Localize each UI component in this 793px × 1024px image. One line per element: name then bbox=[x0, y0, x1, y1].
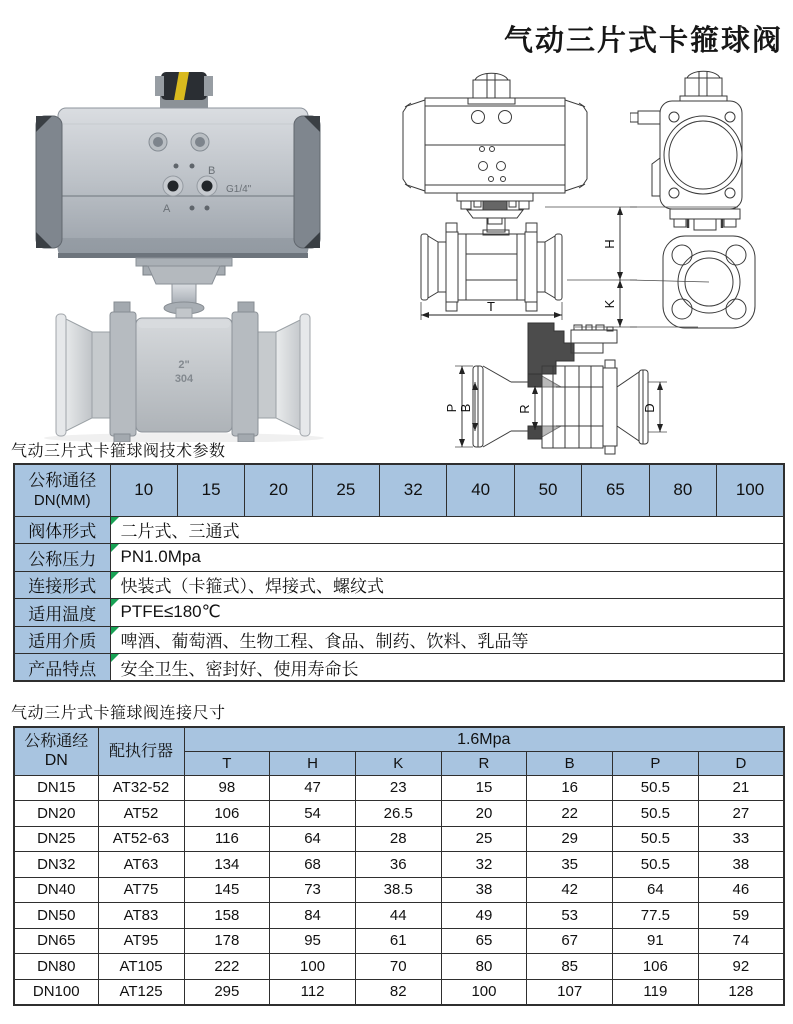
dn-size-header: 20 bbox=[245, 464, 312, 516]
dims-value-cell: 49 bbox=[441, 903, 527, 929]
dims-actuator-cell: AT83 bbox=[98, 903, 184, 929]
dims-actuator-cell: AT95 bbox=[98, 928, 184, 954]
dimension-T bbox=[421, 299, 562, 320]
param-value: PN1.0Mpa bbox=[110, 544, 784, 572]
dims-value-cell: 22 bbox=[527, 801, 613, 827]
dn-size-header: 32 bbox=[380, 464, 447, 516]
dims-value-cell: 46 bbox=[698, 877, 784, 903]
dims-value-cell: 50.5 bbox=[613, 775, 699, 801]
dims-dn-cell: DN40 bbox=[14, 877, 98, 903]
params-corner-cell bbox=[14, 464, 110, 516]
param-value: 啤酒、葡萄酒、生物工程、食品、制药、饮料、乳品等 bbox=[110, 626, 784, 654]
mark-material: 304 bbox=[174, 373, 194, 385]
dn-size-header: 80 bbox=[649, 464, 716, 516]
dims-value-cell: 106 bbox=[613, 954, 699, 980]
dims-value-cell: 70 bbox=[355, 954, 441, 980]
dims-value-cell: 21 bbox=[698, 775, 784, 801]
dims-value-cell: 134 bbox=[184, 852, 270, 878]
dims-value-cell: 222 bbox=[184, 954, 270, 980]
dims-value-cell: 54 bbox=[270, 801, 356, 827]
dims-dn-cell: DN50 bbox=[14, 903, 98, 929]
params-row bbox=[14, 599, 784, 627]
dim-col-header: K bbox=[355, 751, 441, 775]
dim-col-header: R bbox=[441, 751, 527, 775]
dims-actuator-header: 配执行器 bbox=[98, 727, 184, 775]
param-label: 适用温度 bbox=[14, 599, 110, 627]
section-view-drawing bbox=[433, 320, 693, 462]
dims-row bbox=[14, 928, 784, 954]
dims-value-cell: 47 bbox=[270, 775, 356, 801]
excel-flag-icon bbox=[111, 627, 119, 635]
excel-flag-icon bbox=[111, 599, 119, 607]
params-row bbox=[14, 571, 784, 599]
dims-actuator-cell: AT105 bbox=[98, 954, 184, 980]
dims-actuator-cell: AT52 bbox=[98, 801, 184, 827]
clamp-screw-outline bbox=[571, 325, 617, 353]
dim-col-header: H bbox=[270, 751, 356, 775]
dims-value-cell: 73 bbox=[270, 877, 356, 903]
corner-line1: 公称通径 bbox=[28, 471, 97, 491]
dims-value-cell: 92 bbox=[698, 954, 784, 980]
dn-size-header: 25 bbox=[312, 464, 379, 516]
dimension-R bbox=[517, 386, 535, 430]
dims-value-cell: 98 bbox=[184, 775, 270, 801]
dims-value-cell: 64 bbox=[613, 877, 699, 903]
param-label: 适用介质 bbox=[14, 626, 110, 654]
param-value: 快装式（卡箍式）、焊接式、螺纹式 bbox=[110, 571, 784, 599]
dims-value-cell: 38 bbox=[441, 877, 527, 903]
dims-row bbox=[14, 954, 784, 980]
dims-value-cell: 50.5 bbox=[613, 801, 699, 827]
dims-value-cell: 50.5 bbox=[613, 826, 699, 852]
param-value: 二片式、三通式 bbox=[110, 516, 784, 544]
dn-size-header: 40 bbox=[447, 464, 514, 516]
front-view-drawing bbox=[395, 66, 637, 328]
dim-label-D: D bbox=[642, 403, 657, 413]
dims-value-cell: 100 bbox=[441, 979, 527, 1005]
dims-value-cell: 35 bbox=[527, 852, 613, 878]
dim-col-header: P bbox=[613, 751, 699, 775]
param-value: 安全卫生、密封好、使用寿命长 bbox=[110, 654, 784, 682]
dims-dn-cell: DN100 bbox=[14, 979, 98, 1005]
dim-label-P: P bbox=[444, 403, 459, 413]
dim-col-header: T bbox=[184, 751, 270, 775]
bracket-front-outline bbox=[457, 193, 533, 224]
dims-dn-cell: DN20 bbox=[14, 801, 98, 827]
dims-actuator-cell: AT63 bbox=[98, 852, 184, 878]
dims-actuator-cell: AT75 bbox=[98, 877, 184, 903]
dims-value-cell: 178 bbox=[184, 928, 270, 954]
ferrule-section-outline bbox=[473, 360, 648, 454]
dims-value-cell: 65 bbox=[441, 928, 527, 954]
dims-value-cell: 80 bbox=[441, 954, 527, 980]
dn-size-header: 10 bbox=[110, 464, 177, 516]
dn-size-header: 15 bbox=[177, 464, 244, 516]
dn-size-header: 65 bbox=[582, 464, 649, 516]
dims-row bbox=[14, 877, 784, 903]
dims-value-cell: 107 bbox=[527, 979, 613, 1005]
dims-value-cell: 38 bbox=[698, 852, 784, 878]
dims-value-cell: 27 bbox=[698, 801, 784, 827]
dims-table bbox=[13, 726, 785, 1006]
param-label: 连接形式 bbox=[14, 571, 110, 599]
dims-value-cell: 82 bbox=[355, 979, 441, 1005]
dims-value-cell: 84 bbox=[270, 903, 356, 929]
dimension-B bbox=[458, 382, 475, 431]
dims-value-cell: 32 bbox=[441, 852, 527, 878]
dims-dn-cell: DN25 bbox=[14, 826, 98, 852]
excel-flag-icon bbox=[111, 544, 119, 552]
excel-flag-icon bbox=[111, 654, 119, 662]
dims-pressure-header: 1.6Mpa bbox=[184, 727, 784, 751]
position-indicator bbox=[155, 72, 213, 112]
dims-actuator-cell: AT32-52 bbox=[98, 775, 184, 801]
mark-size: 2" bbox=[178, 359, 190, 371]
params-heading: 气动三片式卡箍球阀技术参数 bbox=[11, 443, 226, 460]
dims-value-cell: 50.5 bbox=[613, 852, 699, 878]
dims-value-cell: 112 bbox=[270, 979, 356, 1005]
params-row bbox=[14, 544, 784, 572]
dim-label-T: T bbox=[487, 299, 495, 314]
dims-value-cell: 95 bbox=[270, 928, 356, 954]
dims-value-cell: 42 bbox=[527, 877, 613, 903]
corner-line2: DN(MM) bbox=[33, 491, 91, 509]
valve-front-outline bbox=[421, 218, 562, 311]
dim-label-K: K bbox=[602, 299, 617, 309]
params-table bbox=[13, 463, 785, 682]
dims-dn-header: 公称通经 DN bbox=[14, 727, 98, 775]
dims-value-cell: 38.5 bbox=[355, 877, 441, 903]
dims-value-cell: 116 bbox=[184, 826, 270, 852]
dims-value-cell: 100 bbox=[270, 954, 356, 980]
dims-value-cell: 29 bbox=[527, 826, 613, 852]
actuator-side-outline bbox=[630, 71, 742, 209]
dn-size-header: 50 bbox=[514, 464, 581, 516]
dims-value-cell: 25 bbox=[441, 826, 527, 852]
dims-value-cell: 158 bbox=[184, 903, 270, 929]
dims-dn-cell: DN65 bbox=[14, 928, 98, 954]
mark-a: A bbox=[163, 203, 171, 215]
dims-header-row-1 bbox=[14, 727, 784, 751]
dims-value-cell: 23 bbox=[355, 775, 441, 801]
excel-flag-icon bbox=[111, 517, 119, 525]
actuator-front-outline bbox=[403, 73, 587, 193]
dims-value-cell: 145 bbox=[184, 877, 270, 903]
page-title: 气动三片式卡箍球阀 bbox=[503, 25, 783, 57]
param-label: 公称压力 bbox=[14, 544, 110, 572]
dims-value-cell: 36 bbox=[355, 852, 441, 878]
dims-value-cell: 85 bbox=[527, 954, 613, 980]
dims-dn-cell: DN80 bbox=[14, 954, 98, 980]
dims-value-cell: 68 bbox=[270, 852, 356, 878]
dims-row bbox=[14, 903, 784, 929]
param-label: 产品特点 bbox=[14, 654, 110, 682]
dims-value-cell: 106 bbox=[184, 801, 270, 827]
mark-b: B bbox=[208, 165, 216, 177]
dims-value-cell: 61 bbox=[355, 928, 441, 954]
dims-value-cell: 295 bbox=[184, 979, 270, 1005]
dims-value-cell: 119 bbox=[613, 979, 699, 1005]
dims-value-cell: 74 bbox=[698, 928, 784, 954]
dims-value-cell: 33 bbox=[698, 826, 784, 852]
dims-value-cell: 91 bbox=[613, 928, 699, 954]
params-header-row bbox=[14, 464, 784, 516]
dim-col-header: D bbox=[698, 751, 784, 775]
dims-value-cell: 26.5 bbox=[355, 801, 441, 827]
dims-row bbox=[14, 801, 784, 827]
side-view-drawing bbox=[630, 66, 793, 334]
dims-row bbox=[14, 775, 784, 801]
params-row bbox=[14, 626, 784, 654]
dims-value-cell: 59 bbox=[698, 903, 784, 929]
dims-dn-cell: DN32 bbox=[14, 852, 98, 878]
dims-value-cell: 44 bbox=[355, 903, 441, 929]
dim-col-header: B bbox=[527, 751, 613, 775]
dims-row bbox=[14, 979, 784, 1005]
dimension-D bbox=[642, 382, 667, 432]
dims-heading: 气动三片式卡箍球阀连接尺寸 bbox=[11, 705, 226, 722]
bracket-side-outline bbox=[670, 209, 740, 230]
dims-value-cell: 15 bbox=[441, 775, 527, 801]
params-row bbox=[14, 516, 784, 544]
params-row bbox=[14, 654, 784, 682]
dims-value-cell: 128 bbox=[698, 979, 784, 1005]
dims-value-cell: 53 bbox=[527, 903, 613, 929]
dims-value-cell: 16 bbox=[527, 775, 613, 801]
dims-row bbox=[14, 852, 784, 878]
ball-valve-body bbox=[56, 302, 310, 442]
product-photo bbox=[8, 50, 348, 442]
dims-row bbox=[14, 826, 784, 852]
dims-value-cell: 64 bbox=[270, 826, 356, 852]
param-value: PTFE≤180℃ bbox=[110, 599, 784, 627]
dims-actuator-cell: AT52-63 bbox=[98, 826, 184, 852]
dims-value-cell: 20 bbox=[441, 801, 527, 827]
dims-value-cell: 28 bbox=[355, 826, 441, 852]
dims-value-cell: 67 bbox=[527, 928, 613, 954]
mounting-bracket bbox=[58, 253, 308, 314]
dn-size-header: 100 bbox=[717, 464, 784, 516]
dims-actuator-cell: AT125 bbox=[98, 979, 184, 1005]
dim-label-B: B bbox=[458, 403, 473, 413]
dims-value-cell: 77.5 bbox=[613, 903, 699, 929]
param-label: 阀体形式 bbox=[14, 516, 110, 544]
mark-port: G1/4" bbox=[226, 184, 252, 195]
dimension-H-K bbox=[545, 207, 637, 327]
dim-label-H: H bbox=[602, 239, 617, 249]
dim-label-R: R bbox=[517, 404, 532, 414]
pneumatic-actuator bbox=[36, 108, 320, 256]
excel-flag-icon bbox=[111, 572, 119, 580]
dims-dn-cell: DN15 bbox=[14, 775, 98, 801]
